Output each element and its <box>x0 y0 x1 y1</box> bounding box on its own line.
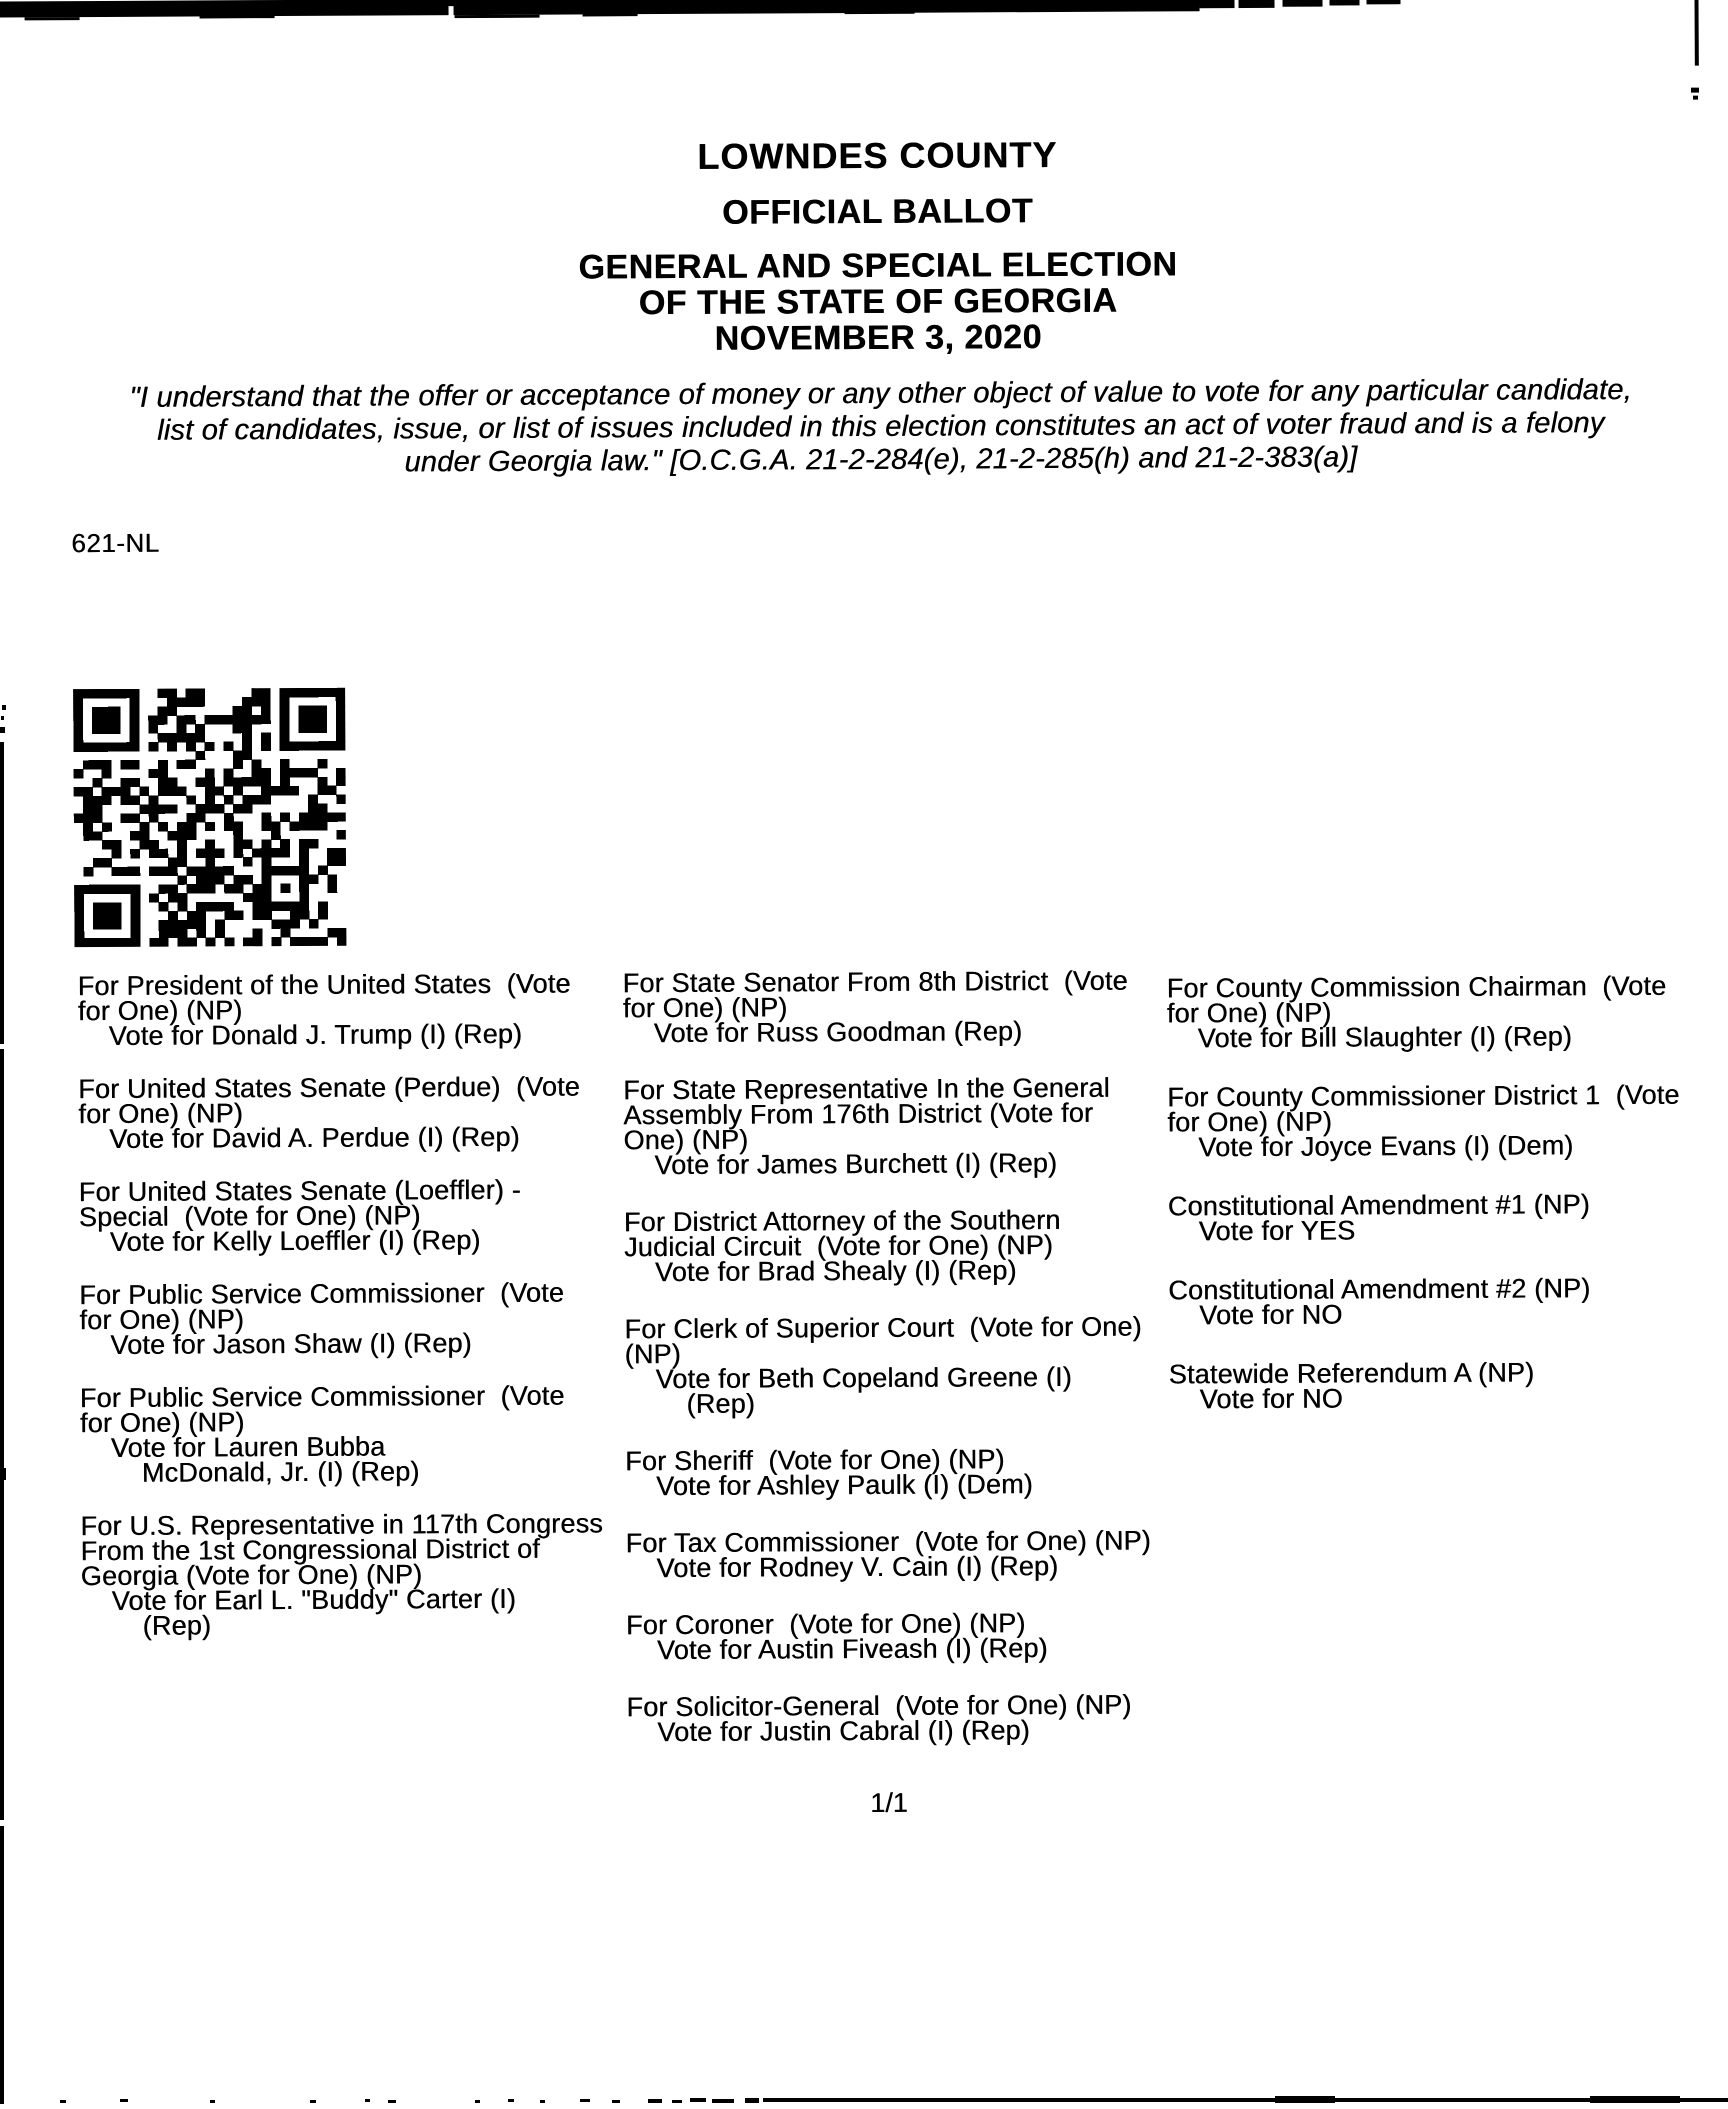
contest-us-representative: For U.S. Representative in 117th Congress From the 1st Congressional District of Georgia (Vote for One) (NP) Vote for Earl L. "Buddy" Carter (I) (Rep) <box>80 1508 603 1642</box>
ballot-column-2 <box>622 965 1187 1777</box>
contest-state-senator: For State Senator From 8th District (Vote for One) (NP) Vote for Russ Goodman (Rep) <box>622 965 1128 1049</box>
page-number: 1/1 <box>870 1787 908 1818</box>
ballot-column-3 <box>1166 970 1728 1446</box>
contest-commissioner-district-1: For County Commissioner District 1 (Vote for One) (NP) Vote for Joyce Evans (I) (Dem) <box>1167 1079 1680 1163</box>
ballot-type-title: OFFICIAL BALLOT <box>722 192 1034 232</box>
contest-clerk-superior-court: For Clerk of Superior Court (Vote for One) (NP) Vote for Beth Copeland Greene (I) (Rep) <box>624 1311 1142 1420</box>
contest-amendment-1: Constitutional Amendment #1 (NP) Vote for YES <box>1167 1189 1590 1247</box>
contest-amendment-2: Constitutional Amendment #2 (NP) Vote for NO <box>1168 1273 1591 1331</box>
contest-solicitor-general: For Solicitor-General (Vote for One) (NP) Vote for Justin Cabral (I) (Rep) <box>626 1689 1132 1748</box>
contest-president: For President of the United States (Vote for One) (NP) Vote for Donald J. Trump (I) (Rep) <box>77 968 571 1052</box>
contest-state-representative: For State Representative In the General Assembly From 176th District (Vote for One) (NP) Vote for James Burchett (I) (Rep) <box>623 1072 1110 1181</box>
contest-commission-chairman: For County Commission Chairman (Vote for One) (NP) Vote for Bill Slaughter (I) (Rep) <box>1166 970 1667 1054</box>
contest-referendum-a: Statewide Referendum A (NP) Vote for NO <box>1168 1357 1535 1415</box>
contest-psc-mcdonald: For Public Service Commissioner (Vote for One) (NP) Vote for Lauren Bubba McDonald, Jr. (I) (Rep) <box>79 1380 565 1489</box>
election-title: GENERAL AND SPECIAL ELECTION OF THE STATE OF GEORGIA NOVEMBER 3, 2020 <box>578 245 1178 358</box>
contest-us-senate-loeffler: For United States Senate (Loeffler) - Special (Vote for One) (NP) Vote for Kelly Loeffler (I) (Rep) <box>78 1174 521 1258</box>
ballot-header <box>31 131 1724 360</box>
contest-sheriff: For Sheriff (Vote for One) (NP) Vote for Ashley Paulk (I) (Dem) <box>625 1444 1033 1502</box>
ballot-column-1 <box>77 968 642 1667</box>
contest-coroner: For Coroner (Vote for One) (NP) Vote for Austin Fiveash (I) (Rep) <box>625 1608 1048 1666</box>
contest-us-senate-perdue: For United States Senate (Perdue) (Vote for One) (NP) Vote for David A. Perdue (I) (Rep) <box>78 1071 581 1155</box>
contest-tax-commissioner: For Tax Commissioner (Vote for One) (NP) Vote for Rodney V. Cain (I) (Rep) <box>625 1525 1151 1584</box>
contest-district-attorney: For District Attorney of the Southern Judicial Circuit (Vote for One) (NP) Vote for Brad Shealy (I) (Rep) <box>623 1204 1061 1288</box>
ballot-style-code: 621-NL <box>71 527 160 559</box>
contest-psc-shaw: For Public Service Commissioner (Vote for One) (NP) Vote for Jason Shaw (I) (Rep) <box>79 1277 565 1361</box>
scan-artifact-top-bar <box>0 0 1722 5</box>
voter-fraud-disclaimer: "I understand that the offer or acceptance of money or any other object of value to vote for any particular candidate, list of candidates, issue, or list of issues included in this election constitutes an act of voter fraud and is a felony under Georgia law." [O.C.G.A. 21-2-284(e), 21-2-285(h) and 21-2-383(a)] <box>129 373 1632 479</box>
county-title: LOWNDES COUNTY <box>697 133 1058 177</box>
qr-code <box>73 688 346 947</box>
